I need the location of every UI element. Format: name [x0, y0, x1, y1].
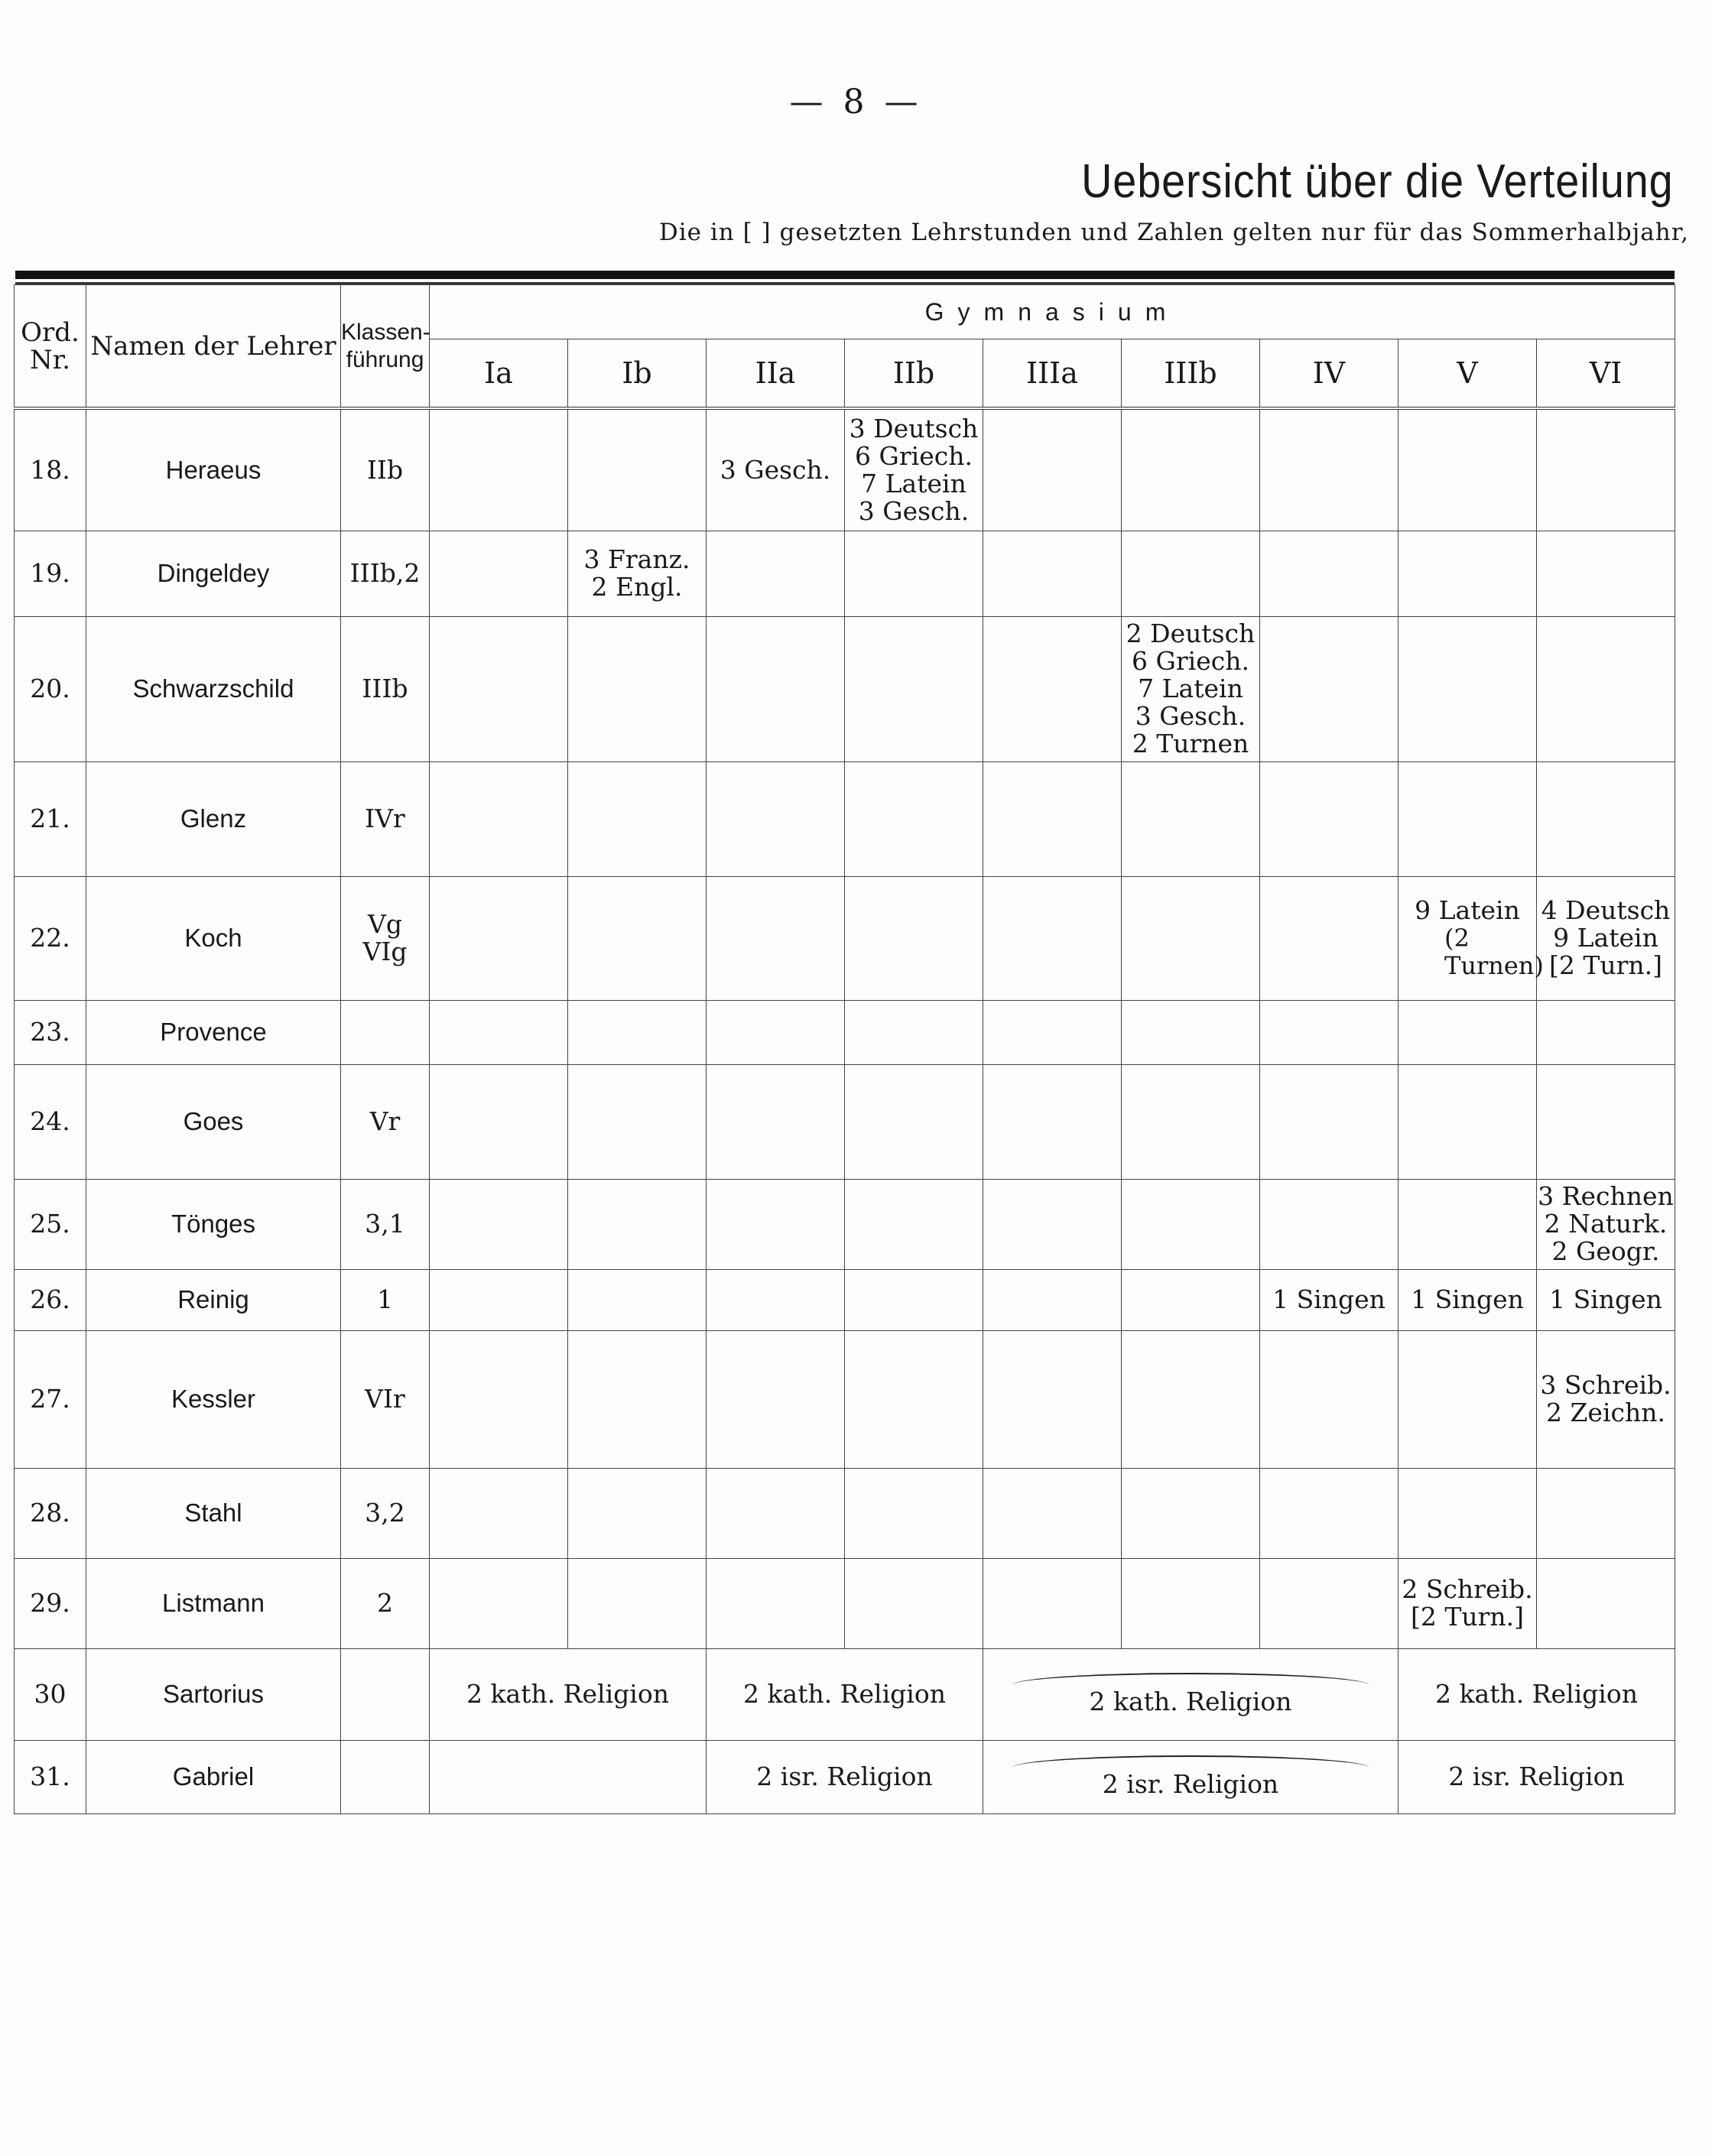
row-teacher-name: Reinig	[86, 1269, 341, 1330]
header-class-ib: Ib	[568, 339, 707, 409]
religion-cell: 2 kath. Religion	[1399, 1648, 1675, 1740]
header-ord-nr: Ord. Nr.	[15, 285, 86, 409]
cell-ia	[430, 876, 568, 1000]
cell-iia	[707, 531, 845, 616]
cell-iiib	[1122, 1558, 1260, 1648]
cell-ib: 3 Franz. 2 Engl.	[568, 531, 707, 616]
brace-icon	[1012, 1673, 1369, 1685]
table-row	[15, 876, 1675, 1000]
row-klassenfuehrung: IIb	[341, 408, 430, 531]
cell-ia	[430, 1179, 568, 1269]
row-klassenfuehrung: 3,2	[341, 1468, 430, 1558]
table-row	[15, 1330, 1675, 1468]
cell-v	[1399, 1064, 1537, 1179]
cell-iib	[845, 1000, 983, 1064]
header-class-iib: IIb	[845, 339, 983, 409]
cell-iv	[1260, 761, 1399, 876]
header-klassenfuehrung: Klassen- führung	[341, 285, 430, 409]
cell-v	[1399, 616, 1537, 761]
cell-ia	[430, 531, 568, 616]
row-klassenfuehrung: 1	[341, 1269, 430, 1330]
cell-iia	[707, 616, 845, 761]
cell-iib	[845, 1269, 983, 1330]
table-row	[15, 1269, 1675, 1330]
cell-iv	[1260, 1000, 1399, 1064]
row-teacher-name: Schwarzschild	[86, 616, 341, 761]
cell-iib	[845, 1558, 983, 1648]
table-row	[15, 1179, 1675, 1269]
row-klassenfuehrung: IIIb,2	[341, 531, 430, 616]
row-teacher-name: Glenz	[86, 761, 341, 876]
row-ord-nr: 28.	[15, 1468, 86, 1558]
cell-iiia	[983, 1000, 1122, 1064]
table-row	[15, 1740, 1675, 1813]
cell-v	[1399, 408, 1537, 531]
cell-vi	[1537, 531, 1675, 616]
cell-iiia	[983, 531, 1122, 616]
row-teacher-name: Tönges	[86, 1179, 341, 1269]
row-teacher-name: Listmann	[86, 1558, 341, 1648]
table-row	[15, 1064, 1675, 1179]
cell-iiia	[983, 1330, 1122, 1468]
row-klassenfuehrung: Vr	[341, 1064, 430, 1179]
brace-icon	[1012, 1755, 1369, 1768]
row-ord-nr: 21.	[15, 761, 86, 876]
row-teacher-name: Heraeus	[86, 408, 341, 531]
header-class-ia: Ia	[430, 339, 568, 409]
cell-iiib	[1122, 1000, 1260, 1064]
cell-vi: 3 Rechnen 2 Naturk. 2 Geogr.	[1537, 1179, 1675, 1269]
cell-v	[1399, 1468, 1537, 1558]
cell-ia	[430, 1269, 568, 1330]
cell-iv	[1260, 616, 1399, 761]
cell-vi: 3 Schreib. 2 Zeichn.	[1537, 1330, 1675, 1468]
table-row	[15, 531, 1675, 616]
header-gymnasium: Gymnasium	[430, 285, 1675, 339]
cell-v	[1399, 1330, 1537, 1468]
cell-iiia	[983, 1064, 1122, 1179]
page-subtitle: Die in [ ] gesetzten Lehrstunden und Zahlen gelten nur für das Sommerhalbjahr,	[658, 219, 1689, 246]
cell-iv	[1260, 1064, 1399, 1179]
row-ord-nr: 24.	[15, 1064, 86, 1179]
row-klassenfuehrung	[341, 1648, 430, 1740]
header-class-iv: IV	[1260, 339, 1399, 409]
row-teacher-name: Koch	[86, 876, 341, 1000]
row-klassenfuehrung: 2	[341, 1558, 430, 1648]
cell-iv	[1260, 1179, 1399, 1269]
cell-iiib	[1122, 761, 1260, 876]
religion-cell: 2 isr. Religion	[1399, 1740, 1675, 1813]
header-class-iia: IIa	[707, 339, 845, 409]
row-ord-nr: 27.	[15, 1330, 86, 1468]
row-note: (2 Turnen)	[1444, 924, 1544, 980]
cell-ib	[568, 1269, 707, 1330]
cell-iib	[845, 616, 983, 761]
header-rule-thick	[15, 271, 1675, 279]
cell-iiia	[983, 408, 1122, 531]
cell-v: 9 Latein (2 Turnen)	[1399, 876, 1537, 1000]
row-ord-nr: 26.	[15, 1269, 86, 1330]
cell-iib	[845, 1179, 983, 1269]
cell-ib	[568, 761, 707, 876]
row-teacher-name: Kessler	[86, 1330, 341, 1468]
row-klassenfuehrung: IIIb	[341, 616, 430, 761]
cell-iv	[1260, 876, 1399, 1000]
religion-cell: 2 kath. Religion	[430, 1648, 707, 1740]
cell-iiib	[1122, 408, 1260, 531]
row-ord-nr: 19.	[15, 531, 86, 616]
row-teacher-name: Sartorius	[86, 1648, 341, 1740]
table-row	[15, 1558, 1675, 1648]
cell-iv	[1260, 1558, 1399, 1648]
table-body	[15, 408, 1675, 1813]
cell-iib	[845, 1468, 983, 1558]
cell-ib	[568, 1064, 707, 1179]
cell-iiia	[983, 1558, 1122, 1648]
cell-iib: 3 Deutsch 6 Griech. 7 Latein 3 Gesch.	[845, 408, 983, 531]
cell-iiia	[983, 761, 1122, 876]
row-ord-nr: 22.	[15, 876, 86, 1000]
table-row	[15, 761, 1675, 876]
row-klassenfuehrung: VIr	[341, 1330, 430, 1468]
row-ord-nr: 31.	[15, 1740, 86, 1813]
row-klassenfuehrung	[341, 1740, 430, 1813]
cell-iiia	[983, 1179, 1122, 1269]
page-title: Uebersicht über die Verteilung	[1081, 155, 1674, 208]
religion-cell	[430, 1740, 707, 1813]
row-klassenfuehrung: Vg VIg	[341, 876, 430, 1000]
cell-ib	[568, 1558, 707, 1648]
cell-ia	[430, 761, 568, 876]
cell-vi	[1537, 761, 1675, 876]
cell-iia	[707, 1064, 845, 1179]
cell-iv	[1260, 1330, 1399, 1468]
cell-ia	[430, 1000, 568, 1064]
page-number: — 8 —	[789, 83, 923, 122]
religion-cell: 2 isr. Religion	[983, 1740, 1399, 1813]
cell-iia	[707, 1468, 845, 1558]
cell-v: 1 Singen	[1399, 1269, 1537, 1330]
cell-iia	[707, 761, 845, 876]
cell-v	[1399, 531, 1537, 616]
row-klassenfuehrung: 3,1	[341, 1179, 430, 1269]
cell-ia	[430, 1064, 568, 1179]
cell-iib	[845, 531, 983, 616]
header-class-iiib: IIIb	[1122, 339, 1260, 409]
teacher-distribution-table	[14, 284, 1675, 1814]
row-klassenfuehrung	[341, 1000, 430, 1064]
cell-iiib	[1122, 1179, 1260, 1269]
cell-v	[1399, 1179, 1537, 1269]
header-class-iiia: IIIa	[983, 339, 1122, 409]
cell-vi	[1537, 1558, 1675, 1648]
cell-iib	[845, 1064, 983, 1179]
cell-iiib	[1122, 1064, 1260, 1179]
table-row	[15, 408, 1675, 531]
cell-v	[1399, 1000, 1537, 1064]
cell-ia	[430, 408, 568, 531]
header-class-v: V	[1399, 339, 1537, 409]
cell-iiia	[983, 616, 1122, 761]
religion-cell: 2 isr. Religion	[707, 1740, 983, 1813]
cell-iib	[845, 876, 983, 1000]
row-ord-nr: 29.	[15, 1558, 86, 1648]
row-ord-nr: 25.	[15, 1179, 86, 1269]
header-names: Namen der Lehrer	[86, 285, 341, 409]
religion-cell: 2 kath. Religion	[707, 1648, 983, 1740]
row-teacher-name: Dingeldey	[86, 531, 341, 616]
cell-iia	[707, 1179, 845, 1269]
cell-vi: 1 Singen	[1537, 1269, 1675, 1330]
cell-iiia	[983, 1468, 1122, 1558]
cell-iia	[707, 1269, 845, 1330]
cell-vi: 4 Deutsch 9 Latein [2 Turn.]	[1537, 876, 1675, 1000]
row-teacher-name: Provence	[86, 1000, 341, 1064]
cell-iib	[845, 1330, 983, 1468]
row-klassenfuehrung: IVr	[341, 761, 430, 876]
cell-vi	[1537, 616, 1675, 761]
cell-iiib	[1122, 1330, 1260, 1468]
cell-iv: 1 Singen	[1260, 1269, 1399, 1330]
cell-vi	[1537, 1000, 1675, 1064]
row-teacher-name: Gabriel	[86, 1740, 341, 1813]
cell-ib	[568, 1000, 707, 1064]
cell-ib	[568, 1330, 707, 1468]
cell-iia	[707, 1330, 845, 1468]
table-row	[15, 616, 1675, 761]
cell-ia	[430, 1330, 568, 1468]
row-teacher-name: Goes	[86, 1064, 341, 1179]
cell-iiib	[1122, 1468, 1260, 1558]
cell-ia	[430, 1468, 568, 1558]
row-teacher-name: Stahl	[86, 1468, 341, 1558]
cell-iv	[1260, 1468, 1399, 1558]
cell-v	[1399, 761, 1537, 876]
cell-iiib	[1122, 531, 1260, 616]
cell-ib	[568, 616, 707, 761]
cell-ib	[568, 1179, 707, 1269]
cell-iiia	[983, 1269, 1122, 1330]
cell-ib	[568, 876, 707, 1000]
cell-ib	[568, 1468, 707, 1558]
cell-iia	[707, 1000, 845, 1064]
cell-iia	[707, 1558, 845, 1648]
cell-iiib	[1122, 876, 1260, 1000]
religion-cell: 2 kath. Religion	[983, 1648, 1399, 1740]
cell-iia: 3 Gesch.	[707, 408, 845, 531]
row-ord-nr: 30	[15, 1648, 86, 1740]
cell-iiib: 2 Deutsch 6 Griech. 7 Latein 3 Gesch. 2 Turnen	[1122, 616, 1260, 761]
cell-vi	[1537, 1468, 1675, 1558]
row-ord-nr: 23.	[15, 1000, 86, 1064]
cell-iia	[707, 876, 845, 1000]
table-row	[15, 1000, 1675, 1064]
table-row	[15, 1648, 1675, 1740]
cell-iiia	[983, 876, 1122, 1000]
cell-iv	[1260, 408, 1399, 531]
header-class-vi: VI	[1537, 339, 1675, 409]
cell-ia	[430, 616, 568, 761]
cell-iib	[845, 761, 983, 876]
cell-vi	[1537, 1064, 1675, 1179]
table-row	[15, 1468, 1675, 1558]
cell-ib	[568, 408, 707, 531]
row-ord-nr: 20.	[15, 616, 86, 761]
cell-ia	[430, 1558, 568, 1648]
cell-vi	[1537, 408, 1675, 531]
row-ord-nr: 18.	[15, 408, 86, 531]
cell-iv	[1260, 531, 1399, 616]
cell-v: 2 Schreib. [2 Turn.]	[1399, 1558, 1537, 1648]
cell-iiib	[1122, 1269, 1260, 1330]
